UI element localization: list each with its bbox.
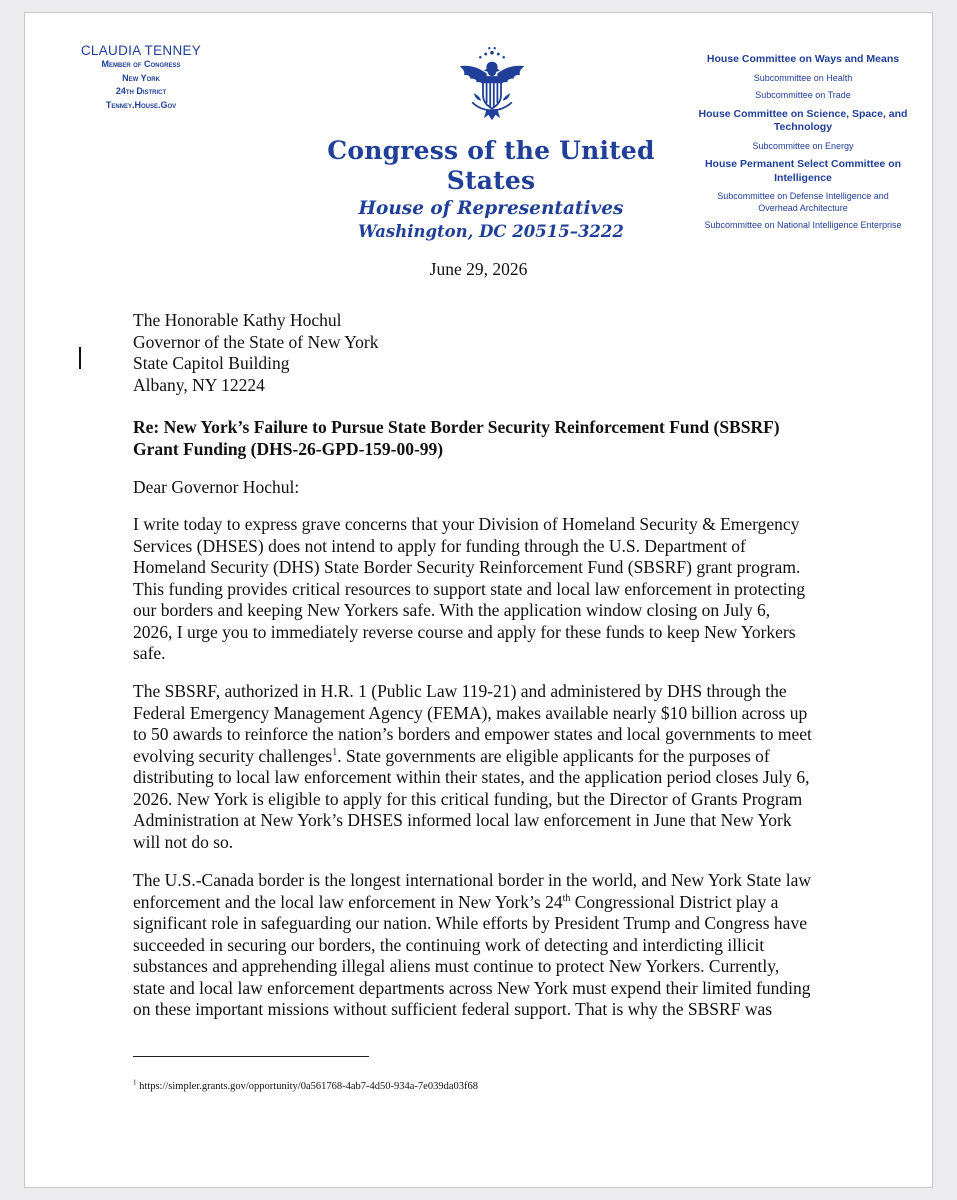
- paragraph-line: our borders and keeping New Yorkers safe. With the application window closing on July 6,: [133, 600, 771, 620]
- member-state: New York: [122, 72, 160, 83]
- footnote-marker: 1: [133, 1078, 137, 1087]
- paragraph-3: [133, 870, 873, 1021]
- paragraph-line: significant role in safeguarding our nation. While efforts by President Trump and Congress have: [133, 913, 807, 933]
- paragraph-line: 2026. New York is eligible to apply for this critical funding, but the Director of Grants Program: [133, 788, 803, 809]
- recipient-address: [133, 310, 378, 396]
- paragraph-line: Services (DHSES) does not intend to apply for funding through the U.S. Department of: [133, 535, 746, 556]
- committee-item: House Committee on Science, Space, and Technology: [698, 107, 908, 133]
- paragraph-line: The U.S.-Canada border is the longest international border in the world, and New York State law: [133, 870, 811, 890]
- committee-list: [697, 53, 909, 238]
- member-district: 24th District: [115, 86, 167, 96]
- paragraph-line: Homeland Security (DHS) State Border Security Reinforcement Fund (SBSRF) grant program.: [133, 557, 801, 577]
- member-block: [71, 43, 211, 112]
- line-text: . State governments are eligible applicants for the purposes of: [337, 745, 770, 766]
- member-title: Member of Congress: [101, 59, 181, 69]
- subject-line: [133, 417, 833, 460]
- footnote-link[interactable]: https://simpler.grants.gov/opportunity/0a561768-4ab7-4d50-934a-7e039da03f68: [139, 1081, 478, 1092]
- footnote-ref: 1: [332, 746, 338, 758]
- paragraph-line: [133, 746, 873, 768]
- member-website: Tenney.House.Gov: [105, 99, 177, 110]
- paragraph-line: The SBSRF, authorized in H.R. 1 (Public Law 119-21) and administered by DHS through the: [133, 681, 787, 701]
- subject-text: Re: New York’s Failure to Pursue State Border Security Reinforcement Fund (SBSRF): [133, 417, 780, 437]
- recipient-line: State Capitol Building: [133, 353, 290, 373]
- paragraph-line: 2026, I urge you to immediately reverse course and apply for these funds to keep New Yorkers: [133, 621, 796, 642]
- paragraph-line: distributing to local law enforcement within their states, and the application period closes July 6,: [133, 767, 810, 787]
- subcommittee-item: Subcommittee on Energy: [752, 140, 854, 151]
- ordinal-suffix: th: [562, 892, 571, 904]
- recipient-line: The Honorable Kathy Hochul: [133, 310, 342, 330]
- paragraph-line: will not do so.: [133, 831, 234, 852]
- subcommittee-item: Subcommittee on Trade: [755, 90, 851, 100]
- paragraph-line: I write today to express grave concerns that your Division of Homeland Security & Emergency: [133, 514, 800, 534]
- line-text: enforcement and the local law enforcement in New York’s 24: [133, 891, 563, 912]
- paragraph-line: Federal Emergency Management Agency (FEMA), makes available nearly $10 billion across up: [133, 702, 808, 723]
- text-cursor: [79, 347, 81, 369]
- paragraph-1: [133, 514, 873, 665]
- footnote: [133, 1078, 478, 1092]
- paragraph-line: substances and apprehending illegal aliens must continue to protect New Yorkers. Currently,: [133, 956, 780, 976]
- congress-title: Congress of the United States: [327, 136, 655, 195]
- congress-header: [295, 136, 687, 243]
- paragraph-line: Administration at New York’s DHSES informed local law enforcement in June that New York: [133, 810, 792, 830]
- recipient-line: Albany, NY 12224: [133, 374, 265, 395]
- paragraph-line: to 50 awards to reinforce the nation’s borders and empower states and local governments to meet: [133, 724, 812, 744]
- subcommittee-item: Subcommittee on National Intelligence Enterprise: [704, 220, 902, 230]
- paragraph-line: This funding provides critical resources to support state and local law enforcement in protecting: [133, 578, 806, 599]
- footnote-divider: [133, 1056, 369, 1057]
- recipient-line: Governor of the State of New York: [133, 331, 379, 352]
- city-line: Washington, DC 20515–3222: [358, 222, 624, 241]
- line-text: Congressional District play a: [570, 891, 779, 912]
- letter-page: [24, 12, 933, 1188]
- subcommittee-item: Subcommittee on Health: [753, 72, 853, 83]
- paragraph-line: safe.: [133, 643, 166, 663]
- house-title: House of Representatives: [358, 198, 624, 219]
- committee-item: House Committee on Ways and Means: [706, 53, 900, 65]
- member-name: CLAUDIA TENNEY: [80, 43, 202, 58]
- house-seal-icon: [447, 41, 537, 131]
- committee-item: House Permanent Select Committee on Intelligence: [704, 158, 902, 184]
- paragraph-line: on these important missions without sufficient federal support. That is why the SBSRF was: [133, 999, 773, 1019]
- paragraph-line: state and local law enforcement departments across New York must expend their limited funding: [133, 977, 811, 998]
- paragraph-2: [133, 681, 873, 853]
- salutation: Dear Governor Hochul:: [133, 477, 300, 497]
- subject-text: Grant Funding (DHS-26-GPD-159-00-99): [133, 438, 444, 459]
- subcommittee-item: Subcommittee on Defense Intelligence and Overhead Architecture: [717, 191, 889, 213]
- line-text: evolving security challenges: [133, 745, 333, 766]
- letter-date: June 29, 2026: [429, 259, 528, 279]
- paragraph-line: succeeded in securing our borders, the continuing work of detecting and interdicting illicit: [133, 934, 765, 955]
- paragraph-line: [133, 892, 873, 914]
